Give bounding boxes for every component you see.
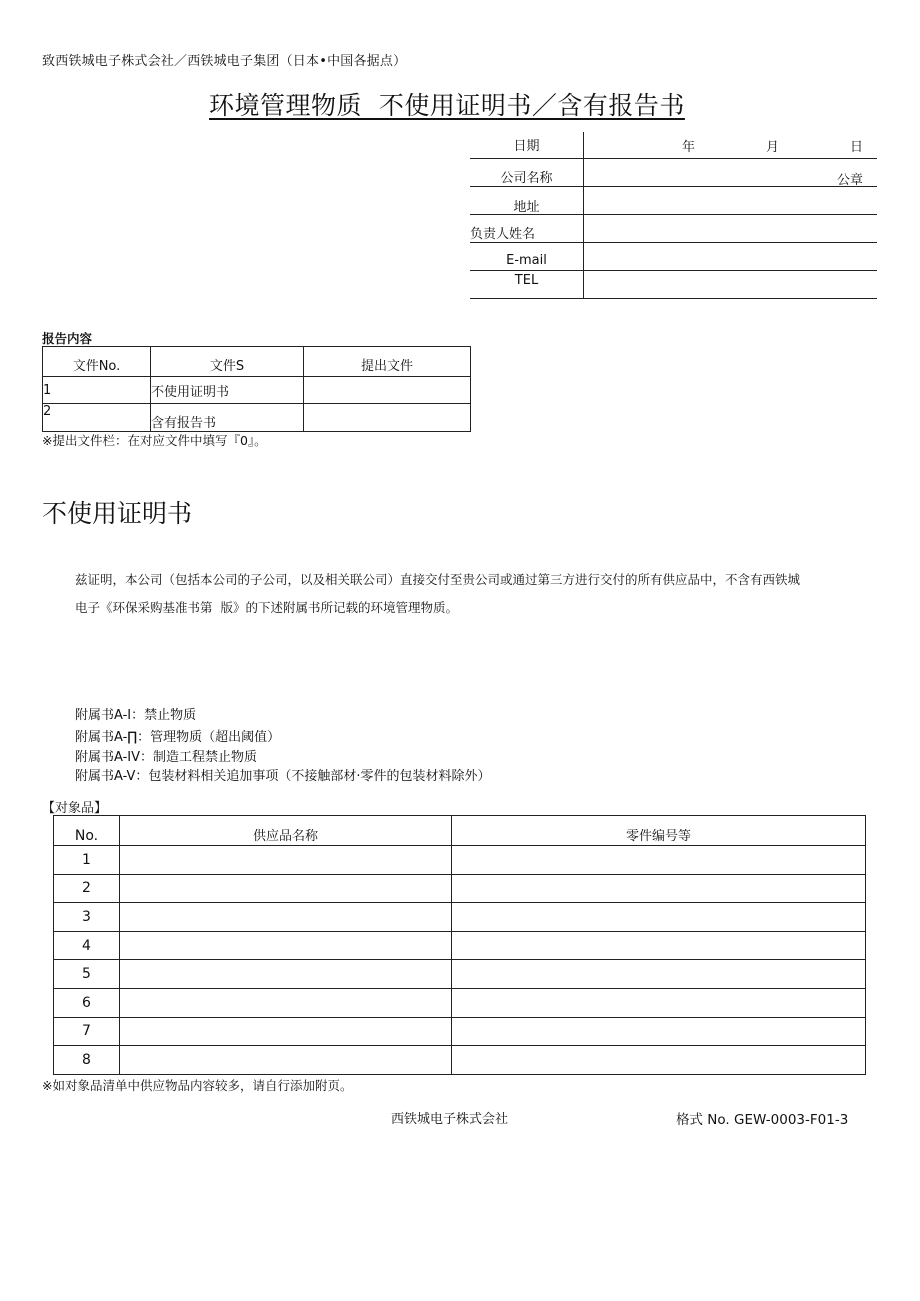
- product-name-cell[interactable]: [120, 960, 452, 989]
- row-number: 2: [54, 874, 120, 903]
- table-row: [54, 846, 866, 875]
- report-col-name: 文件S: [151, 347, 304, 377]
- product-name-cell[interactable]: [120, 874, 452, 903]
- target-header-row: [54, 816, 866, 846]
- appendix-item: 附属书A-∏：管理物质（超出阈值）: [75, 730, 281, 745]
- paragraph-line: 兹证明，本公司（包括本公司的子公司，以及相关联公司）直接交付至贵公司或通过第三方进行交付的所有供应品中，不含有西铁城: [75, 572, 801, 587]
- part-no-cell[interactable]: [452, 903, 866, 932]
- product-name-cell[interactable]: [120, 846, 452, 875]
- date-month[interactable]: 月: [766, 140, 780, 155]
- person-label: 负责人姓名: [470, 227, 536, 242]
- date-year[interactable]: 年: [682, 140, 696, 155]
- target-col-product: 供应品名称: [120, 816, 452, 846]
- appendix-item: 附属书A-V：包装材料相关追加事项（不接触部材·零件的包装材料除外）: [75, 769, 491, 784]
- target-heading: 【对象品】: [42, 801, 108, 816]
- report-note: ※提出文件栏：在对应文件中填写『0』。: [42, 433, 267, 448]
- table-row: [54, 1017, 866, 1046]
- tel-row: [470, 271, 877, 299]
- divider: [583, 187, 584, 214]
- report-row-name: 不使用证明书: [151, 377, 304, 404]
- part-no-cell[interactable]: [452, 1046, 866, 1075]
- table-row: [43, 404, 471, 432]
- table-row: [54, 1046, 866, 1075]
- divider: [583, 271, 584, 298]
- date-row: [470, 132, 877, 159]
- person-row: [470, 215, 877, 243]
- row-number: 7: [54, 1017, 120, 1046]
- company-label: 公司名称: [500, 171, 553, 186]
- address-label: 地址: [513, 200, 540, 215]
- table-row: [54, 903, 866, 932]
- part-no-cell[interactable]: [452, 846, 866, 875]
- divider: [583, 215, 584, 242]
- row-number: 6: [54, 988, 120, 1017]
- target-col-part-no: 零件编号等: [452, 816, 866, 846]
- part-no-cell[interactable]: [452, 931, 866, 960]
- table-row: [43, 377, 471, 404]
- target-note: ※如对象品清单中供应物品内容较多，请自行添加附页。: [42, 1078, 353, 1093]
- target-col-no: No.: [54, 816, 120, 846]
- report-heading: 报告内容: [42, 331, 93, 346]
- divider: [583, 159, 584, 186]
- row-number: 8: [54, 1046, 120, 1075]
- table-row: [54, 960, 866, 989]
- appendix-item: 附属书A-IV：制造工程禁止物质: [75, 750, 258, 765]
- part-no-cell[interactable]: [452, 960, 866, 989]
- table-row: [54, 874, 866, 903]
- date-day[interactable]: 日: [850, 140, 864, 155]
- product-name-cell[interactable]: [120, 1046, 452, 1075]
- part-no-cell[interactable]: [452, 874, 866, 903]
- email-label: E-mail: [506, 253, 547, 268]
- company-row: [470, 159, 877, 187]
- report-row-name: 含有报告书: [151, 404, 304, 432]
- addressee: 致西铁城电子株式会社／西铁城电子集团（日本•中国各据点）: [42, 54, 407, 69]
- report-row-no: 2: [43, 404, 151, 432]
- row-number: 3: [54, 903, 120, 932]
- target-table: [53, 815, 866, 1075]
- tel-label: TEL: [514, 273, 539, 288]
- seal-label: 公章: [836, 173, 863, 188]
- divider: [583, 132, 584, 158]
- table-row: [54, 931, 866, 960]
- row-number: 5: [54, 960, 120, 989]
- certificate-paragraph: [75, 566, 885, 622]
- report-header-row: [43, 347, 471, 377]
- report-row-no: 1: [43, 377, 151, 404]
- report-row-submit-cell[interactable]: [304, 377, 471, 404]
- document-title: 环境管理物质 不使用证明书／含有报告书: [209, 91, 685, 120]
- product-name-cell[interactable]: [120, 903, 452, 932]
- address-row: [470, 187, 877, 215]
- product-name-cell[interactable]: [120, 988, 452, 1017]
- part-no-cell[interactable]: [452, 988, 866, 1017]
- paragraph-line: 电子《环保采购基准书第 版》的下述附属书所记载的环境管理物质。: [75, 600, 458, 615]
- table-row: [54, 988, 866, 1017]
- email-row: [470, 243, 877, 271]
- part-no-cell[interactable]: [452, 1017, 866, 1046]
- footer-form-number: 格式 No. GEW-0003-F01-3: [676, 1112, 849, 1128]
- date-label: 日期: [513, 139, 540, 154]
- divider: [583, 243, 584, 270]
- footer-company: 西铁城电子株式会社: [391, 1112, 509, 1127]
- certificate-title: 不使用证明书: [42, 499, 193, 528]
- header-info-table: [470, 132, 877, 299]
- row-number: 4: [54, 931, 120, 960]
- report-col-submit: 提出文件: [304, 347, 471, 377]
- product-name-cell[interactable]: [120, 1017, 452, 1046]
- product-name-cell[interactable]: [120, 931, 452, 960]
- report-col-no: 文件No.: [43, 347, 151, 377]
- report-table: [42, 346, 471, 432]
- row-number: 1: [54, 846, 120, 875]
- appendix-item: 附属书A-I：禁止物质: [75, 708, 197, 723]
- report-row-submit-cell[interactable]: [304, 404, 471, 432]
